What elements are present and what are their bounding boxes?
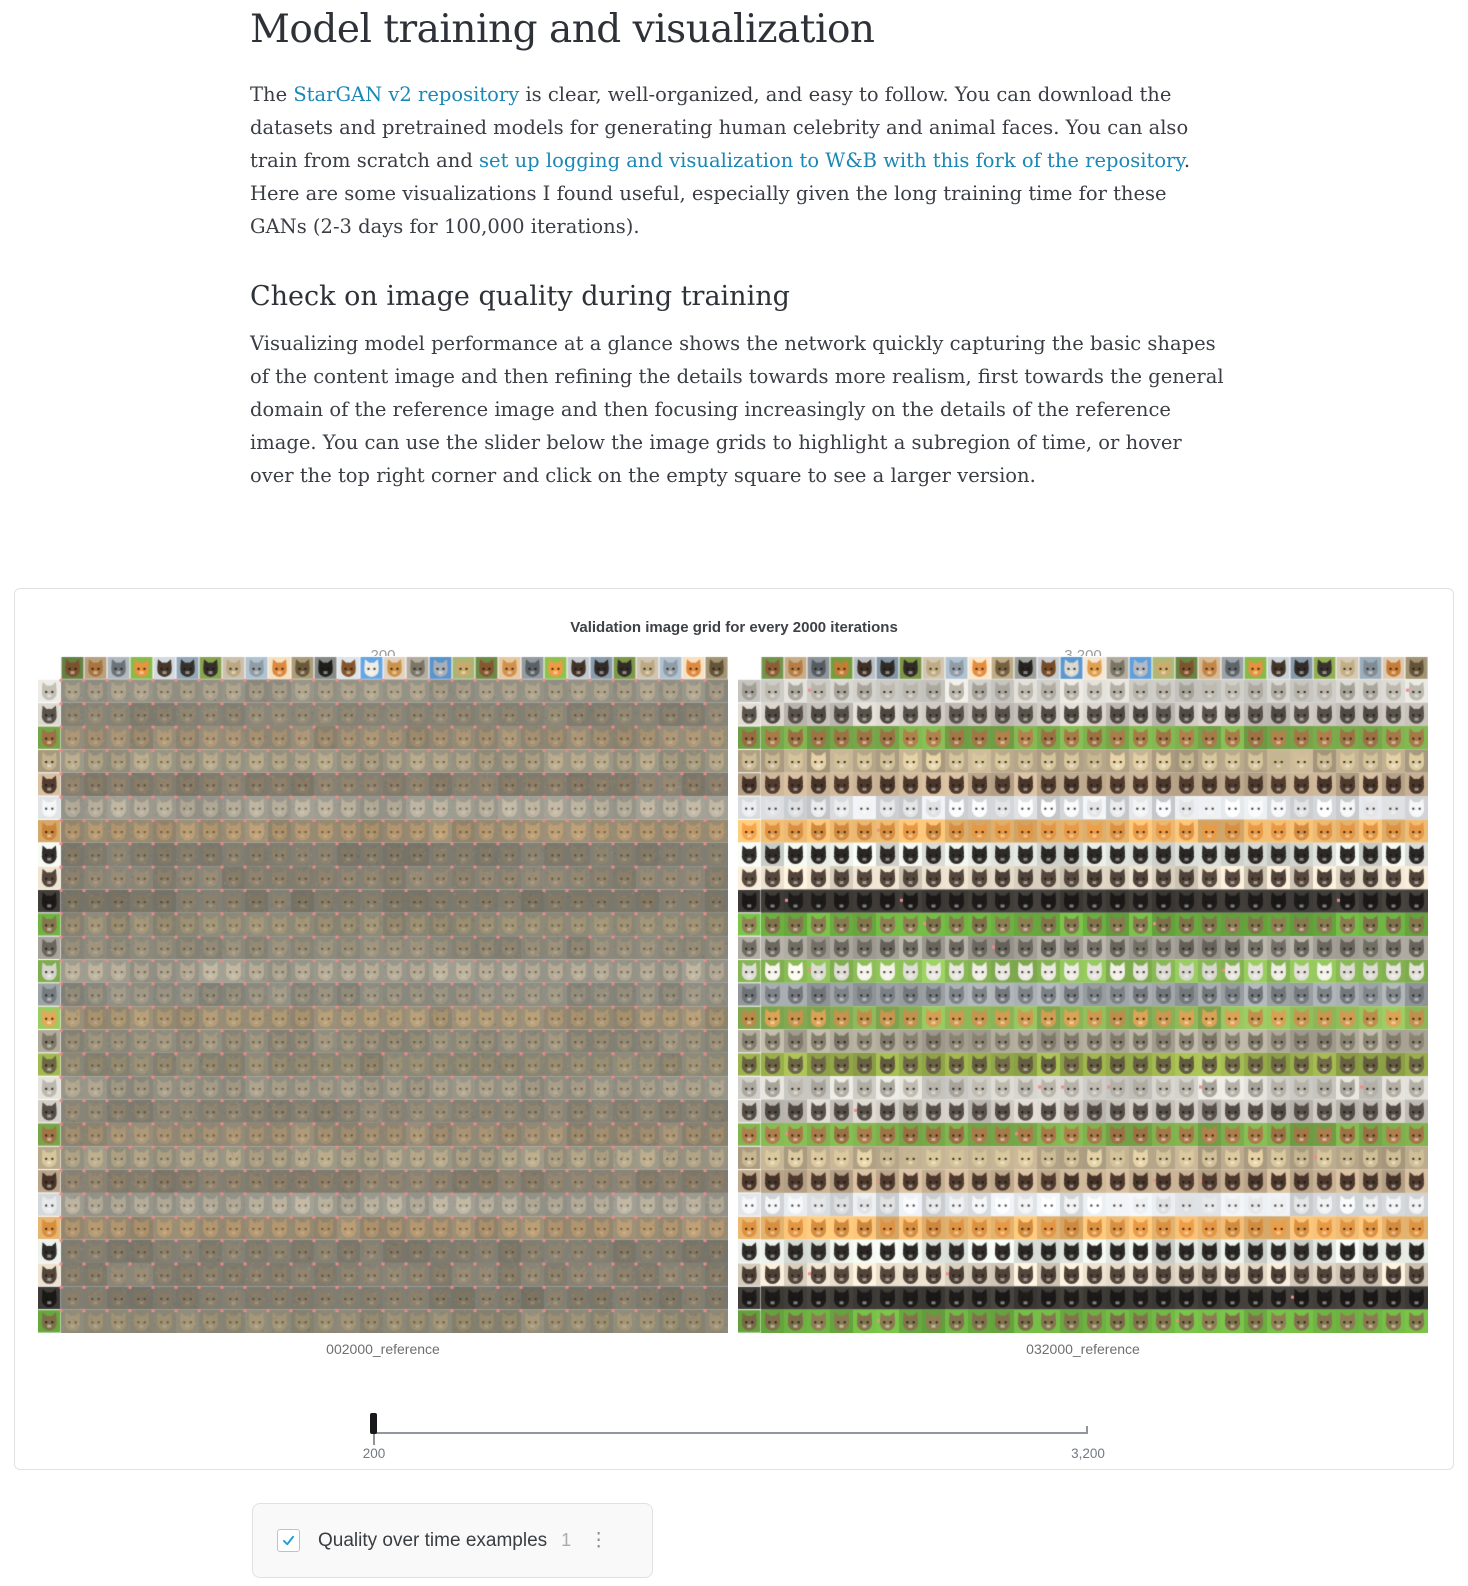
section-heading: Check on image quality during training — [250, 281, 790, 312]
slider-min-label: 200 — [362, 1446, 386, 1461]
run-card-label: Quality over time examples — [318, 1529, 548, 1551]
validation-grid-late — [738, 656, 1428, 1333]
panel-title: Validation image grid for every 2000 iterations — [570, 619, 898, 636]
intro-paragraph — [250, 78, 1225, 243]
grid-caption-late: 032000_reference — [1026, 1341, 1140, 1357]
slider-max-label: 3,200 — [1071, 1446, 1105, 1461]
step-slider-handle[interactable] — [370, 1413, 377, 1434]
text-segment: is clear, well-organized, and easy to follow. You can download the datasets and pretrained models for generating human celebrity and animal faces. You can also train from scratch and — [250, 83, 1189, 172]
text-segment: . Here are some visualizations I found useful, especially given the long training time for these GANs (2-3 days for 100,000 iterations). — [250, 149, 1191, 238]
checkmark-icon — [284, 1537, 293, 1545]
grid-caption-early: 002000_reference — [326, 1341, 440, 1357]
inline-link[interactable]: set up logging and visualization to W&B with this fork of the repository — [479, 149, 1184, 172]
validation-grid-image-early[interactable] — [38, 656, 728, 1333]
step-slider-track[interactable] — [374, 1432, 1088, 1434]
validation-grid-early — [38, 656, 728, 1333]
run-visibility-checkbox[interactable] — [277, 1529, 300, 1552]
page-title: Model training and visualization — [250, 7, 875, 52]
kebab-menu-icon[interactable]: ⋮ — [589, 1530, 609, 1551]
text-segment: The — [250, 83, 294, 106]
run-count-badge: 1 — [561, 1530, 572, 1550]
body-paragraph: Visualizing model performance at a glance shows the network quickly capturing the basic shapes of the content image and then refining the details towards more realism, first towards the general domain of the reference image and then focusing increasingly on the details of the reference image. You can use the slider below the image grids to highlight a subregion of time, or hover over the top right corner and click on the empty square to see a larger version. — [250, 332, 1224, 487]
media-panel — [14, 588, 1454, 1470]
quality-examples-run-card[interactable] — [252, 1503, 653, 1578]
slider-start-tick — [373, 1434, 375, 1445]
validation-grid-image-late[interactable] — [738, 656, 1428, 1333]
slider-end-tick — [1086, 1426, 1088, 1434]
inline-link[interactable]: StarGAN v2 repository — [293, 83, 520, 106]
article — [250, 6, 1225, 518]
